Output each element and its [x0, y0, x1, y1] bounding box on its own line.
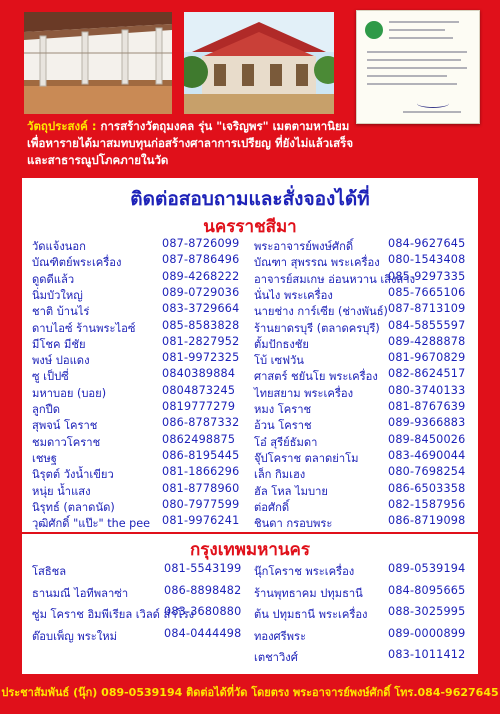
contact-phone[interactable]: 084-5855597 — [388, 318, 466, 332]
contact-phone[interactable]: 084-8095665 — [388, 583, 466, 597]
contact-row — [32, 482, 252, 500]
region-korat-heading: นครราชสีมา — [203, 217, 297, 237]
region-bangkok-heading: กรุงเทพมหานคร — [189, 540, 311, 560]
contact-row — [254, 237, 476, 255]
footer-contact: ประชาสัมพันธ์ (นุ๊ก) 089-0539194 ติดต่อได้ที่วัด โดยตรง พระอาจารย์พงษ์ศักดิ์ โทร.084-9627645 — [1, 686, 499, 699]
contact-name: ดูดดีแล้ว — [32, 272, 75, 286]
contact-row — [32, 465, 252, 483]
contact-row — [32, 335, 252, 353]
contact-name: มีโชค มีชัย — [32, 337, 86, 351]
contact-phone[interactable]: 083-4690044 — [388, 448, 466, 462]
contact-phone[interactable]: 087-8726099 — [162, 237, 240, 250]
certificate-document-image — [356, 10, 480, 124]
contact-row — [254, 319, 476, 337]
contact-name: พระอาจารย์พงษ์ศักดิ์ — [254, 240, 354, 253]
contact-name: ไทยสยาม พระเครื่อง — [254, 386, 354, 400]
contact-name: วัดแจ้งนอก — [32, 240, 86, 253]
contact-phone[interactable]: 0862498875 — [162, 432, 236, 446]
contact-row — [32, 627, 252, 645]
contact-row — [254, 584, 476, 602]
contact-phone[interactable]: 086-8898482 — [164, 583, 242, 597]
contact-phone[interactable]: 0840389884 — [162, 367, 236, 381]
contact-phone[interactable]: 081-1866296 — [162, 465, 240, 479]
contact-phone[interactable]: 080-1543408 — [388, 253, 466, 267]
contact-phone[interactable]: 083-3680880 — [164, 605, 242, 618]
contact-phone[interactable]: 081-8778960 — [162, 481, 240, 495]
contact-phone[interactable]: 086-6503358 — [388, 481, 466, 495]
contact-name: ศาสตร์ ชยันโย พระเครื่อง — [254, 370, 378, 384]
contact-phone[interactable]: 088-3025995 — [388, 605, 466, 618]
contact-name: ร้านยาดรบุรี (ตลาดครบุรี) — [254, 321, 380, 335]
contact-name: โอ๋ สุรีย์ธัมดา — [254, 435, 318, 449]
purpose-line-3: และสาธารณูปโภคภายในวัด — [27, 153, 169, 167]
contact-name: วุฒิศักดิ์ "แป๊ะ" the pee — [32, 517, 151, 531]
contact-row — [32, 416, 252, 434]
signature-mark — [417, 99, 449, 108]
contact-phone[interactable]: 085-8583828 — [162, 318, 240, 332]
contact-phone[interactable]: 080-7977599 — [162, 497, 240, 511]
contact-row — [32, 384, 252, 402]
contact-name: ต้น ปทุมธานี พระเครื่อง — [254, 608, 368, 621]
contact-phone[interactable]: 086-8787332 — [162, 416, 240, 430]
contact-row — [254, 253, 476, 271]
contact-row — [32, 367, 252, 385]
emblem-icon — [365, 21, 383, 39]
contact-name: นายช่าง การ์เซีย (ช่างพันธ์) — [254, 305, 388, 319]
contact-name: โสธิชล — [32, 565, 67, 578]
contact-phone[interactable]: 086-8719098 — [388, 514, 466, 528]
contact-phone[interactable]: 085-7665106 — [388, 285, 466, 299]
contact-phone[interactable]: 081-9976241 — [162, 514, 240, 528]
purpose-line-2: เพื่อหารายได้มาสมทบทุนก่อสร้างศาลาการเปรียญ ที่ยังไม่แล้วเสร็จ — [27, 136, 354, 150]
contact-row — [254, 605, 476, 623]
contact-row — [254, 286, 476, 304]
contact-phone[interactable]: 089-8450026 — [388, 432, 466, 446]
contact-phone[interactable]: 083-1011412 — [388, 648, 466, 661]
contact-row — [32, 286, 252, 304]
contact-name: ธานมณี ไอทีพลาซ่า — [32, 586, 129, 600]
contact-phone[interactable]: 081-2827952 — [162, 334, 240, 348]
contact-name: ฮัล โหล ไมบาย — [254, 484, 328, 498]
contact-row — [32, 584, 252, 602]
contact-row — [254, 562, 476, 580]
contact-phone[interactable]: 089-0729036 — [162, 285, 240, 299]
contact-row — [32, 319, 252, 337]
contact-name: เตชาวิงศ์ — [254, 651, 298, 664]
contact-phone[interactable]: 0804873245 — [162, 383, 236, 397]
contact-phone[interactable]: 085-9297335 — [388, 269, 466, 283]
contact-phone[interactable]: 083-3729664 — [162, 302, 240, 316]
contact-row — [254, 384, 476, 402]
contact-phone[interactable]: 087-8786496 — [162, 253, 240, 267]
contact-name: ดาบไอซ์ ร้านพระไอซ์ — [32, 321, 136, 335]
contact-row — [254, 482, 476, 500]
contact-row — [32, 351, 252, 369]
contact-row — [32, 514, 252, 532]
contact-name: จุ๊ปโคราช ตลาดย่าโม — [254, 451, 359, 465]
contact-row — [254, 335, 476, 353]
contact-row — [32, 253, 252, 271]
contact-name: ชาติ บ้านไร่ — [32, 305, 90, 319]
contact-row — [254, 449, 476, 467]
contact-name: นิรุทธ์ (ตลาดนัด) — [32, 500, 115, 514]
contact-phone[interactable]: 084-0444498 — [164, 626, 242, 640]
purpose-label: วัตถุประสงค์ : — [27, 119, 97, 133]
contact-name: ซู เป็ปซี่ — [32, 370, 69, 384]
contact-row — [254, 498, 476, 516]
contact-row — [32, 449, 252, 467]
contact-phone[interactable]: 081-5543199 — [164, 562, 242, 575]
contact-name: ทองศรีพระ — [254, 629, 307, 643]
contact-name: บัณฑิตย์พระเครื่อง — [32, 256, 122, 270]
contact-phone[interactable]: 089-4268222 — [162, 269, 240, 283]
contact-name: หนุ่ย น้ำแสง — [32, 484, 91, 498]
contact-card — [22, 178, 478, 674]
purpose-text — [27, 118, 487, 169]
contact-row — [254, 465, 476, 483]
contact-row — [254, 302, 476, 320]
contact-name: อ้วน โคราช — [254, 419, 312, 433]
contact-phone[interactable]: 080-7698254 — [388, 465, 466, 479]
contact-name: นิรุตต์ วังน้ำเขียว — [32, 468, 114, 482]
contact-name: โบ้ เซฟวัน — [254, 354, 304, 368]
contact-row — [32, 562, 252, 580]
contact-phone[interactable]: 089-9366883 — [388, 416, 466, 430]
contact-name: เชษฐ — [32, 451, 57, 465]
contact-phone[interactable]: 089-0000899 — [388, 626, 466, 640]
contact-name: ต๊อบเพ็ญ พระใหม่ — [32, 629, 117, 643]
contact-row — [32, 270, 252, 288]
contact-name: ซู่ม โคราช อิมพีเรียล เวิลด์ สำโรง — [32, 608, 195, 621]
contact-row — [254, 270, 476, 288]
contact-phone[interactable]: 082-1587956 — [388, 497, 466, 511]
contact-name: ชมดาวโคราช — [32, 435, 101, 449]
contact-phone[interactable]: 086-8195445 — [162, 448, 240, 462]
contact-name: พงษ์ ปอแดง — [32, 354, 90, 368]
purpose-line-1: การสร้างวัตถุมงคล รุ่น "เจริญพร" เมตตามหานิยม — [100, 119, 350, 133]
contact-phone[interactable]: 087-8713109 — [388, 302, 466, 316]
contact-row — [32, 433, 252, 451]
contact-row — [32, 605, 252, 623]
contact-name: ร้านพุทธาคม ปทุมธานี — [254, 586, 363, 600]
contact-name: มหาบอย (บอย) — [32, 386, 107, 400]
contact-name: อาจารย์สมเกษ อ่อนหวาน เสิงสาง — [254, 272, 416, 286]
contact-phone[interactable]: 089-0539194 — [388, 562, 466, 575]
contact-row — [254, 433, 476, 451]
contact-row — [254, 351, 476, 369]
contact-row — [32, 237, 252, 255]
contact-name: เล็ก กิมเฮง — [254, 468, 306, 482]
contact-name: ชินดา กรอบพระ — [254, 517, 333, 531]
contact-name: นั่นไง พระเครื่อง — [254, 288, 333, 302]
construction-photo — [24, 12, 172, 114]
contact-name: ลูกปืด — [32, 403, 60, 416]
contact-row — [254, 367, 476, 385]
contact-row — [32, 302, 252, 320]
contact-name: ต่อศักดิ์ — [254, 500, 290, 514]
section-divider — [22, 532, 478, 534]
contact-name: สุพจน์ โคราช — [32, 419, 98, 433]
contact-row — [32, 498, 252, 516]
contact-row — [254, 648, 476, 666]
contact-name: บัณฑา สุพรรณ พระเครื่อง — [254, 256, 380, 270]
contact-phone[interactable]: 081-9972325 — [162, 351, 240, 365]
contact-phone[interactable]: 089-4288878 — [388, 334, 466, 348]
contact-phone[interactable]: 084-9627645 — [388, 237, 466, 250]
contact-row — [254, 416, 476, 434]
contact-heading: ติดต่อสอบถามและสั่งจองได้ที่ — [130, 188, 370, 210]
contact-row — [254, 400, 476, 418]
contact-row — [254, 514, 476, 532]
contact-phone[interactable]: 081-8767639 — [388, 400, 466, 413]
contact-row — [254, 627, 476, 645]
temple-building-photo — [184, 12, 334, 114]
contact-phone[interactable]: 081-9670829 — [388, 351, 466, 365]
contact-name: หมง โคราช — [254, 403, 312, 416]
contact-phone[interactable]: 082-8624517 — [388, 367, 466, 381]
contact-phone[interactable]: 080-3740133 — [388, 383, 466, 397]
contact-name: ตั้มปักธงชัย — [254, 337, 309, 351]
contact-row — [32, 400, 252, 418]
contact-name: นุ๊กโคราช พระเครื่อง — [254, 565, 355, 578]
contact-name: นิ่มบัวใหญ่ — [32, 288, 83, 302]
contact-phone[interactable]: 0819777279 — [162, 400, 236, 413]
